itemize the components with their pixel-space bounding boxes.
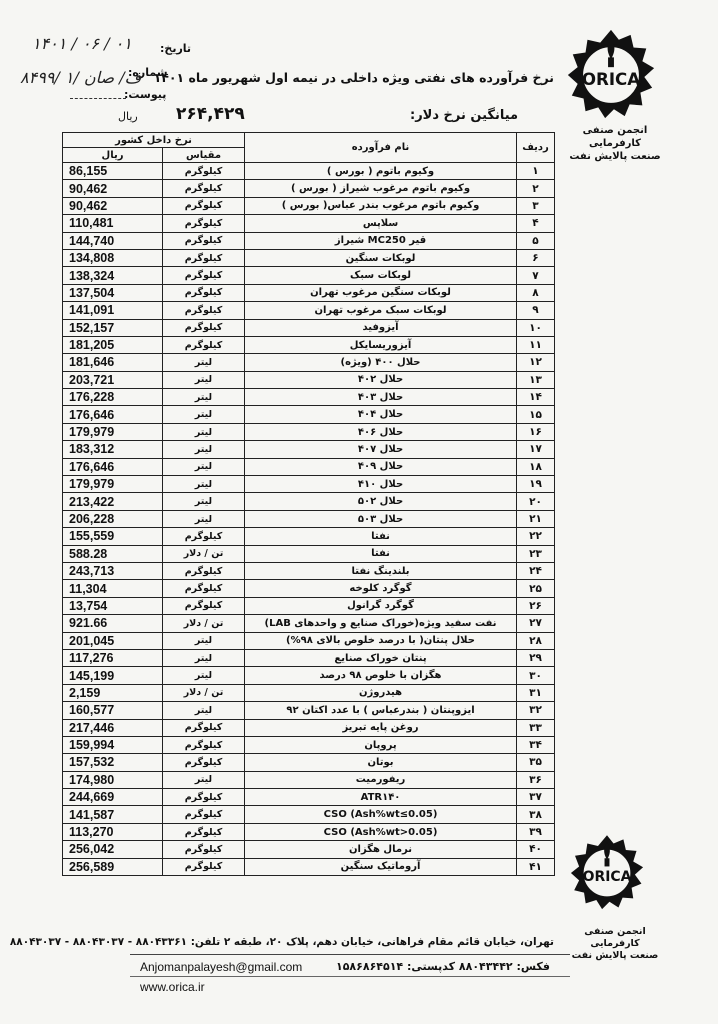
footer-fax: فکس: ۸۸۰۴۳۴۴۲ کدپستی: ۱۵۸۶۸۶۴۵۱۴ (336, 960, 551, 973)
unit-cell: لیتر (163, 458, 245, 475)
product-name-cell: حلال ۴۰۴ (245, 406, 517, 423)
unit-cell: کیلوگرم (163, 562, 245, 579)
product-name-cell: هگزان با خلوص ۹۸ درصد (245, 667, 517, 684)
table-row (63, 458, 555, 475)
row-number-cell: ۳۳ (517, 719, 555, 736)
product-name-cell: گوگرد گرانول (245, 597, 517, 614)
row-number-cell: ۹ (517, 302, 555, 319)
price-cell: 90,462 (63, 180, 163, 197)
unit-cell: لیتر (163, 649, 245, 666)
unit-cell: لیتر (163, 632, 245, 649)
table-row (63, 336, 555, 353)
association-line1-footer: انجمن صنفی کارفرمایی (584, 926, 646, 949)
product-name-cell: بوتان (245, 754, 517, 771)
row-number-cell: ۱۴ (517, 389, 555, 406)
association-line2: صنعت پالایش نفت (569, 151, 661, 162)
table-row (63, 841, 555, 858)
price-cell: 141,091 (63, 302, 163, 319)
date-label: تاریخ: (160, 42, 192, 55)
unit-cell: لیتر (163, 389, 245, 406)
row-number-cell: ۱۱ (517, 336, 555, 353)
row-number-cell: ۳۲ (517, 702, 555, 719)
price-cell: 174,980 (63, 771, 163, 788)
unit-cell: تن / دلار (163, 684, 245, 701)
row-number-cell: ۳۰ (517, 667, 555, 684)
price-cell: 588.28 (63, 545, 163, 562)
row-number-cell: ۲۵ (517, 580, 555, 597)
row-number-cell: ۲۴ (517, 562, 555, 579)
product-name-cell: حلال پنتان( با درصد خلوص بالای ۹۸%) (245, 632, 517, 649)
product-name-cell: لوبکات سنگین مرغوب تهران (245, 284, 517, 301)
price-cell: 243,713 (63, 562, 163, 579)
product-name-cell: بلندینگ نفتا (245, 562, 517, 579)
row-number-cell: ۴۱ (517, 858, 555, 875)
unit-cell: لیتر (163, 476, 245, 493)
table-row (63, 319, 555, 336)
table-row (63, 302, 555, 319)
row-number-cell: ۲۹ (517, 649, 555, 666)
unit-cell: کیلوگرم (163, 841, 245, 858)
price-cell: 86,155 (63, 163, 163, 180)
logo-text: ORICA (581, 69, 641, 89)
row-number-cell: ۱۸ (517, 458, 555, 475)
price-cell: 152,157 (63, 319, 163, 336)
footer-website[interactable]: www.orica.ir (140, 980, 205, 994)
unit-cell: کیلوگرم (163, 580, 245, 597)
unit-cell: کیلوگرم (163, 597, 245, 614)
price-cell: 155,559 (63, 528, 163, 545)
row-number-cell: ۷ (517, 267, 555, 284)
unit-cell: لیتر (163, 371, 245, 388)
footer-divider (130, 954, 570, 955)
table-row (63, 528, 555, 545)
row-number-cell: ۱ (517, 163, 555, 180)
product-name-cell: نفتا (245, 545, 517, 562)
price-cell: 159,994 (63, 736, 163, 753)
table-row (63, 754, 555, 771)
price-cell: 11,304 (63, 580, 163, 597)
unit-cell: لیتر (163, 702, 245, 719)
row-number-cell: ۳۴ (517, 736, 555, 753)
product-name-cell: ریفورمیت (245, 771, 517, 788)
row-number-cell: ۴ (517, 215, 555, 232)
product-name-cell: آروماتیک سنگین (245, 858, 517, 875)
price-cell: 113,270 (63, 823, 163, 840)
product-name-cell: آیزوریسایکل (245, 336, 517, 353)
row-number-cell: ۴۰ (517, 841, 555, 858)
product-name-cell: نفت سفید ویژه(خوراک صنایع و واحدهای LAB) (245, 615, 517, 632)
row-number-cell: ۱۲ (517, 354, 555, 371)
product-name-cell: حلال ۴۰۷ (245, 441, 517, 458)
unit-cell: تن / دلار (163, 545, 245, 562)
table-row (63, 389, 555, 406)
unit-cell: کیلوگرم (163, 336, 245, 353)
price-cell: 144,740 (63, 232, 163, 249)
unit-cell: کیلوگرم (163, 736, 245, 753)
product-name-cell: لوبکات سبک (245, 267, 517, 284)
unit-cell: لیتر (163, 667, 245, 684)
unit-cell: کیلوگرم (163, 789, 245, 806)
row-number-cell: ۳۸ (517, 806, 555, 823)
unit-cell: کیلوگرم (163, 754, 245, 771)
avg-dollar-label: میانگین نرخ دلار: (410, 108, 519, 123)
association-line1: انجمن صنفی کارفرمایی (582, 125, 648, 149)
product-name-cell: لوبکات سنگین (245, 249, 517, 266)
row-number-cell: ۲۸ (517, 632, 555, 649)
product-name-cell: هیدروژن (245, 684, 517, 701)
row-number-cell: ۳۵ (517, 754, 555, 771)
product-name-cell: وکیوم باتوم مرغوب شیراز ( بورس ) (245, 180, 517, 197)
product-name-cell: حلال ۴۰۹ (245, 458, 517, 475)
col-row-header: ردیف (517, 133, 555, 163)
unit-cell: کیلوگرم (163, 806, 245, 823)
avg-dollar-value: ۲۶۴,۴۲۹ (176, 104, 245, 124)
product-name-cell: حلال ۴۰۳ (245, 389, 517, 406)
price-cell: 2,159 (63, 684, 163, 701)
price-cell: 206,228 (63, 510, 163, 527)
logo-text-footer: ORICA (582, 869, 632, 886)
price-cell: 256,589 (63, 858, 163, 875)
product-name-cell: ایزوپنتان ( بندرعباس ) با عدد اکتان ۹۲ (245, 702, 517, 719)
row-number-cell: ۱۰ (517, 319, 555, 336)
unit-cell: کیلوگرم (163, 215, 245, 232)
table-row (63, 858, 555, 875)
table-row (63, 354, 555, 371)
row-number-cell: ۳۷ (517, 789, 555, 806)
table-row (63, 180, 555, 197)
price-cell: 244,669 (63, 789, 163, 806)
table-body (63, 163, 555, 876)
row-number-cell: ۳۶ (517, 771, 555, 788)
price-cell: 117,276 (63, 649, 163, 666)
number-value: ۸۴۹۹/ ۱/ ف/ صان (20, 68, 142, 87)
table-row (63, 197, 555, 214)
product-name-cell: حلال ۵۰۲ (245, 493, 517, 510)
unit-cell: کیلوگرم (163, 823, 245, 840)
product-name-cell: وکیوم باتوم مرغوب بندر عباس( بورس ) (245, 197, 517, 214)
row-number-cell: ۲۷ (517, 615, 555, 632)
unit-cell: لیتر (163, 354, 245, 371)
price-cell: 176,228 (63, 389, 163, 406)
row-number-cell: ۲۱ (517, 510, 555, 527)
col-price-header: ریال (63, 148, 163, 163)
table-row (63, 476, 555, 493)
document-title: نرخ فرآورده های نفتی ویژه داخلی در نیمه اول شهریور ماه ۱۴۰۱ (153, 70, 554, 85)
table-row (63, 649, 555, 666)
row-number-cell: ۲۲ (517, 528, 555, 545)
attachment-line (70, 98, 126, 99)
unit-cell: لیتر (163, 423, 245, 440)
table-row (63, 684, 555, 701)
col-group-header: نرخ داخل کشور (63, 133, 245, 148)
table-row (63, 371, 555, 388)
attachment-label: پیوست: (124, 88, 167, 101)
table-row (63, 806, 555, 823)
col-unit-header: مقیاس (163, 148, 245, 163)
unit-cell: لیتر (163, 441, 245, 458)
price-cell: 138,324 (63, 267, 163, 284)
row-number-cell: ۶ (517, 249, 555, 266)
product-name-cell: وکیوم باتوم ( بورس ) (245, 163, 517, 180)
price-cell: 90,462 (63, 197, 163, 214)
association-name-footer (560, 926, 670, 962)
table-row (63, 719, 555, 736)
table-row (63, 736, 555, 753)
price-cell: 179,979 (63, 423, 163, 440)
price-cell: 181,205 (63, 336, 163, 353)
table-row (63, 771, 555, 788)
unit-cell: لیتر (163, 510, 245, 527)
table-row (63, 267, 555, 284)
table-row (63, 702, 555, 719)
table-row (63, 406, 555, 423)
footer-address: تهران، خیابان قائم مقام فراهانی، خیابان دهم، پلاک ۲۰، طبقه ۲ تلفن: ۸۸۰۴۳۳۶۱ - ۸۸۰۴۳۰۳۷ - ۸۸۰۴۳۰۳۷ (9, 936, 554, 948)
footer-email[interactable]: Anjomanpalayesh@gmail.com (140, 960, 303, 974)
table-row (63, 545, 555, 562)
price-cell: 137,504 (63, 284, 163, 301)
unit-cell: کیلوگرم (163, 249, 245, 266)
price-cell: 921.66 (63, 615, 163, 632)
product-name-cell: قیر MC250 شیراز (245, 232, 517, 249)
unit-cell: کیلوگرم (163, 180, 245, 197)
table-row (63, 163, 555, 180)
unit-cell: کیلوگرم (163, 197, 245, 214)
product-name-cell: CSO (Ash%wt>0.05) (245, 823, 517, 840)
product-name-cell: ATR۱۴۰ (245, 789, 517, 806)
row-number-cell: ۲۰ (517, 493, 555, 510)
price-cell: 145,199 (63, 667, 163, 684)
table-row (63, 441, 555, 458)
product-name-cell: لوبکات سبک مرغوب تهران (245, 302, 517, 319)
product-name-cell: سلاپس (245, 215, 517, 232)
table-row (63, 597, 555, 614)
table-row (63, 423, 555, 440)
unit-cell: کیلوگرم (163, 163, 245, 180)
unit-cell: تن / دلار (163, 615, 245, 632)
footer-divider-2 (130, 976, 570, 977)
price-cell: 217,446 (63, 719, 163, 736)
table-row (63, 789, 555, 806)
price-cell: 203,721 (63, 371, 163, 388)
row-number-cell: ۳۱ (517, 684, 555, 701)
product-name-cell: CSO (Ash%wt≤0.05) (245, 806, 517, 823)
unit-cell: کیلوگرم (163, 302, 245, 319)
row-number-cell: ۱۷ (517, 441, 555, 458)
price-cell: 110,481 (63, 215, 163, 232)
product-name-cell: حلال ۴۰۰ (ویژه) (245, 354, 517, 371)
avg-dollar-unit: ریال (118, 110, 138, 123)
association-line2-footer: صنعت پالایش نفت (571, 950, 659, 961)
unit-cell: کیلوگرم (163, 284, 245, 301)
unit-cell: لیتر (163, 406, 245, 423)
table-row (63, 823, 555, 840)
price-cell: 141,587 (63, 806, 163, 823)
unit-cell: کیلوگرم (163, 267, 245, 284)
product-name-cell: حلال ۴۱۰ (245, 476, 517, 493)
row-number-cell: ۳۹ (517, 823, 555, 840)
table-row (63, 232, 555, 249)
product-name-cell: حلال ۴۰۲ (245, 371, 517, 388)
row-number-cell: ۳ (517, 197, 555, 214)
row-number-cell: ۵ (517, 232, 555, 249)
table-row (63, 667, 555, 684)
row-number-cell: ۲۳ (517, 545, 555, 562)
unit-cell: لیتر (163, 493, 245, 510)
price-cell: 179,979 (63, 476, 163, 493)
product-name-cell: حلال ۵۰۳ (245, 510, 517, 527)
row-number-cell: ۲ (517, 180, 555, 197)
number-label: شماره: (128, 66, 168, 79)
table-row (63, 215, 555, 232)
price-table (62, 132, 555, 876)
unit-cell: کیلوگرم (163, 528, 245, 545)
table-row (63, 493, 555, 510)
table-row (63, 562, 555, 579)
product-name-cell: پروپان (245, 736, 517, 753)
unit-cell: کیلوگرم (163, 719, 245, 736)
row-number-cell: ۸ (517, 284, 555, 301)
table-row (63, 249, 555, 266)
price-cell: 176,646 (63, 458, 163, 475)
price-cell: 134,808 (63, 249, 163, 266)
table-row (63, 510, 555, 527)
price-cell: 183,312 (63, 441, 163, 458)
unit-cell: کیلوگرم (163, 858, 245, 875)
orica-logo (562, 26, 660, 124)
row-number-cell: ۲۶ (517, 597, 555, 614)
product-name-cell: پنتان خوراک صنایع (245, 649, 517, 666)
row-number-cell: ۱۶ (517, 423, 555, 440)
row-number-cell: ۱۹ (517, 476, 555, 493)
unit-cell: لیتر (163, 771, 245, 788)
price-cell: 157,532 (63, 754, 163, 771)
table-row (63, 615, 555, 632)
product-name-cell: آیزوفید (245, 319, 517, 336)
unit-cell: کیلوگرم (163, 232, 245, 249)
price-cell: 181,646 (63, 354, 163, 371)
date-value: ۱۴۰۱ / ۰۶ / ۰۱ (32, 34, 132, 53)
unit-cell: کیلوگرم (163, 319, 245, 336)
price-cell: 213,422 (63, 493, 163, 510)
product-name-cell: روغن پایه تبریز (245, 719, 517, 736)
association-name (560, 124, 670, 163)
product-name-cell: نرمال هگزان (245, 841, 517, 858)
row-number-cell: ۱۵ (517, 406, 555, 423)
table-row (63, 284, 555, 301)
table-row (63, 632, 555, 649)
price-cell: 13,754 (63, 597, 163, 614)
col-name-header: نام فرآورده (245, 133, 517, 163)
product-name-cell: نفتا (245, 528, 517, 545)
orica-logo-footer (566, 832, 648, 914)
price-cell: 201,045 (63, 632, 163, 649)
row-number-cell: ۱۳ (517, 371, 555, 388)
product-name-cell: حلال ۴۰۶ (245, 423, 517, 440)
table-row (63, 580, 555, 597)
product-name-cell: گوگرد کلوخه (245, 580, 517, 597)
price-cell: 176,646 (63, 406, 163, 423)
price-cell: 256,042 (63, 841, 163, 858)
price-cell: 160,577 (63, 702, 163, 719)
